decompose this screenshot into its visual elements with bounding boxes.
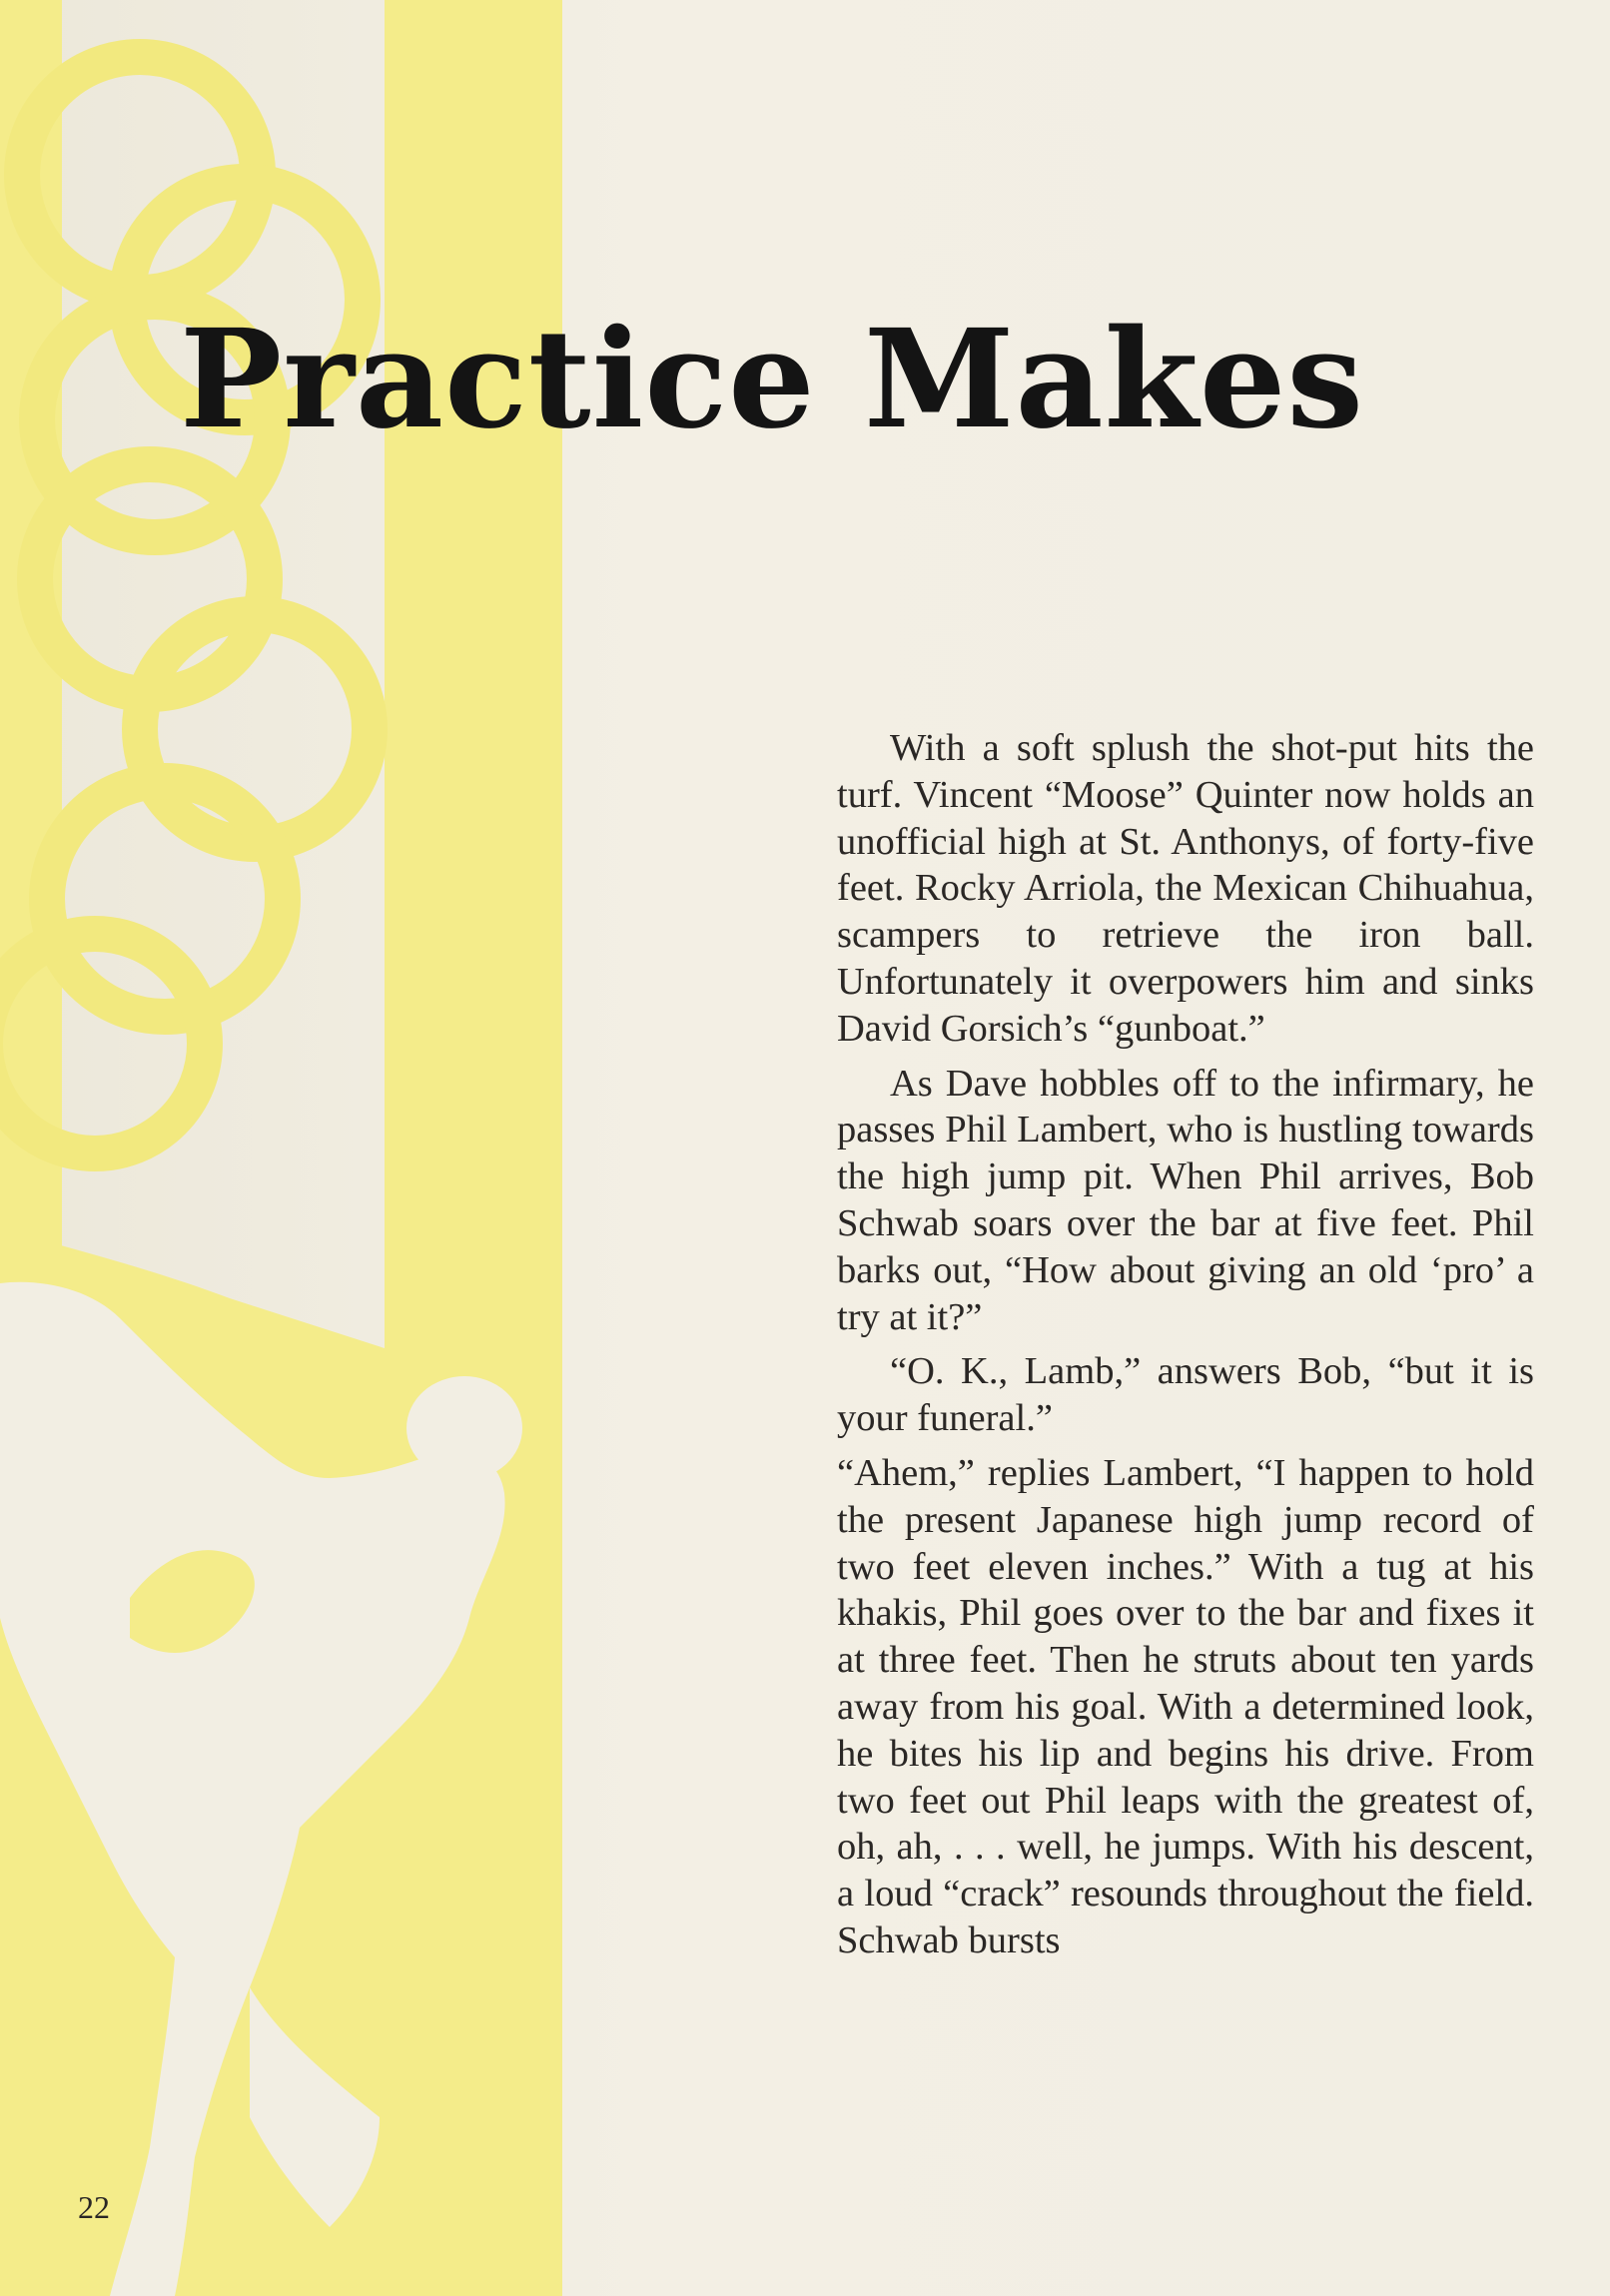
article-paragraph: With a soft splush the shot-put hits the turf. Vincent “Moose” Quinter now holds an unofficial high at St. Anthonys, of forty-five feet. Rocky Arriola, the Mexican Chihuahua, scampers to retrieve the iron ball. Unfortunately it overpowers him and sinks David Gorsich’s “gunboat.” (837, 727, 1534, 1050)
article-paragraph: “O. K., Lamb,” answers Bob, “but it is your funeral.” (837, 1350, 1534, 1440)
page-number: 22 (78, 2189, 110, 2225)
page-title: Practice Makes (180, 300, 1365, 459)
article-paragraph: As Dave hobbles off to the infirmary, he passes Phil Lambert, who is hustling towards the high jump pit. When Phil arrives, Bob Schwab soars over the bar at five feet. Phil barks out, “How about giving an old ‘pro’ a try at it?” (837, 1062, 1534, 1338)
article-body (837, 725, 1534, 1972)
article-paragraph: “Ahem,” replies Lambert, “I happen to hold the present Japanese high jump record of two feet eleven inches.” With a tug at his khakis, Phil goes over to the bar and fixes it at three feet. Then he struts about ten yards away from his goal. With a determined look, he bites his lip and begins his drive. From two feet out Phil leaps with the greatest of, oh, ah, . . . well, he jumps. With his descent, a loud “crack” resounds throughout the field. Schwab bursts (837, 1451, 1534, 1961)
